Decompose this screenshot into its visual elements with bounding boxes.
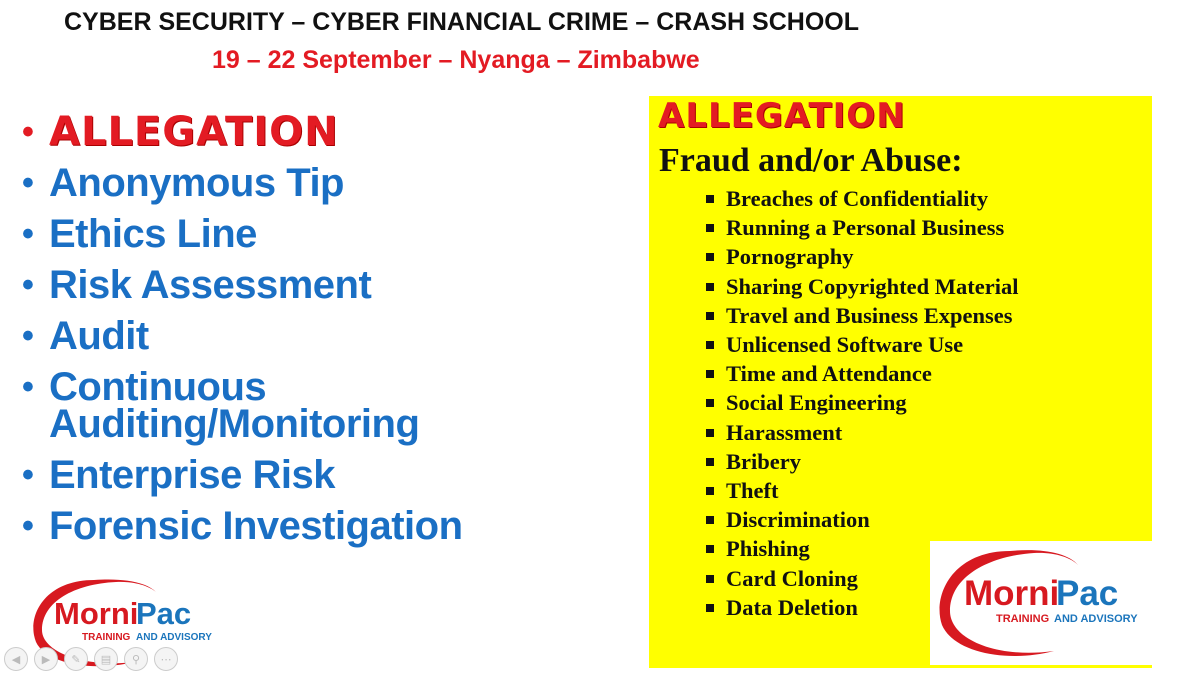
bullet-icon: • [22,317,34,355]
source-item-ethics-line [22,212,519,256]
source-item-label: ALLEGATION [49,109,339,155]
source-item-label: Forensic Investigation [49,504,463,548]
bullet-icon: • [22,368,34,406]
page-title: CYBER SECURITY – CYBER FINANCIAL CRIME – CRASH SCHOOL [64,8,859,36]
abuse-item: Unlicensed Software Use [705,330,1019,359]
abuse-item: Breaches of Confidentiality [705,184,1019,213]
page-subtitle: 19 – 22 September – Nyanga – Zimbabwe [212,46,700,74]
bullet-icon: • [22,456,34,494]
logo-tag-right: AND ADVISORY [136,632,212,643]
bullet-icon: • [22,164,34,202]
source-item-anonymous-tip [22,161,519,205]
logo-brand-left: Morni [54,596,139,631]
abuse-item: Theft [705,476,1019,505]
logo-tag-left: TRAINING [82,632,131,643]
pen-icon[interactable]: ✎ [64,647,88,671]
abuse-item: Sharing Copyrighted Material [705,272,1019,301]
abuse-item: Time and Attendance [705,359,1019,388]
zoom-icon[interactable]: ⚲ [124,647,148,671]
logo-brand-right: Pac [136,596,192,631]
source-item-risk-assessment [22,263,519,307]
logo-tag-right: AND ADVISORY [1054,613,1138,625]
source-item-label: Audit [49,314,149,358]
abuse-item: Data Deletion [705,593,1019,622]
source-item-label: Ethics Line [49,212,257,256]
source-item-label: Continuous Auditing/Monitoring [49,365,420,446]
abuse-item: Discrimination [705,505,1019,534]
next-icon[interactable]: ▶ [34,647,58,671]
abuse-item: Bribery [705,447,1019,476]
more-icon[interactable]: ⋯ [154,647,178,671]
bullet-icon: • [22,507,34,545]
logo-brand-right: Pac [1056,574,1119,613]
abuse-item: Harassment [705,418,1019,447]
abuse-item: Running a Personal Business [705,213,1019,242]
abuse-item: Social Engineering [705,388,1019,417]
prev-icon[interactable]: ◀ [4,647,28,671]
box-heading: ALLEGATION [658,96,906,136]
abuse-item: Card Cloning [705,564,1019,593]
slideshow-controls [4,647,178,671]
source-item-label: Anonymous Tip [49,161,344,205]
logo-tag-left: TRAINING [996,613,1050,625]
bullet-icon: • [22,266,34,304]
source-item-allegation [22,109,519,155]
source-item-label: Enterprise Risk [49,453,335,497]
bullet-icon: • [22,113,34,151]
abuse-item: Pornography [705,242,1019,271]
abuse-item: Phishing [705,534,1019,563]
source-item-audit [22,314,519,358]
slides-icon[interactable]: ▤ [94,647,118,671]
logo-brand-left: Morni [964,574,1060,613]
source-list [22,109,519,559]
abuse-item: Travel and Business Expenses [705,301,1019,330]
source-item-label: Risk Assessment [49,263,372,307]
source-item-continuous-auditing [22,365,519,446]
logo-swoosh-icon [930,541,1152,665]
source-item-enterprise-risk [22,453,519,497]
mornipac-logo-large [930,541,1152,665]
box-subheading: Fraud and/or Abuse: [659,142,963,179]
bullet-icon: • [22,215,34,253]
source-item-forensic-investigation [22,504,519,548]
